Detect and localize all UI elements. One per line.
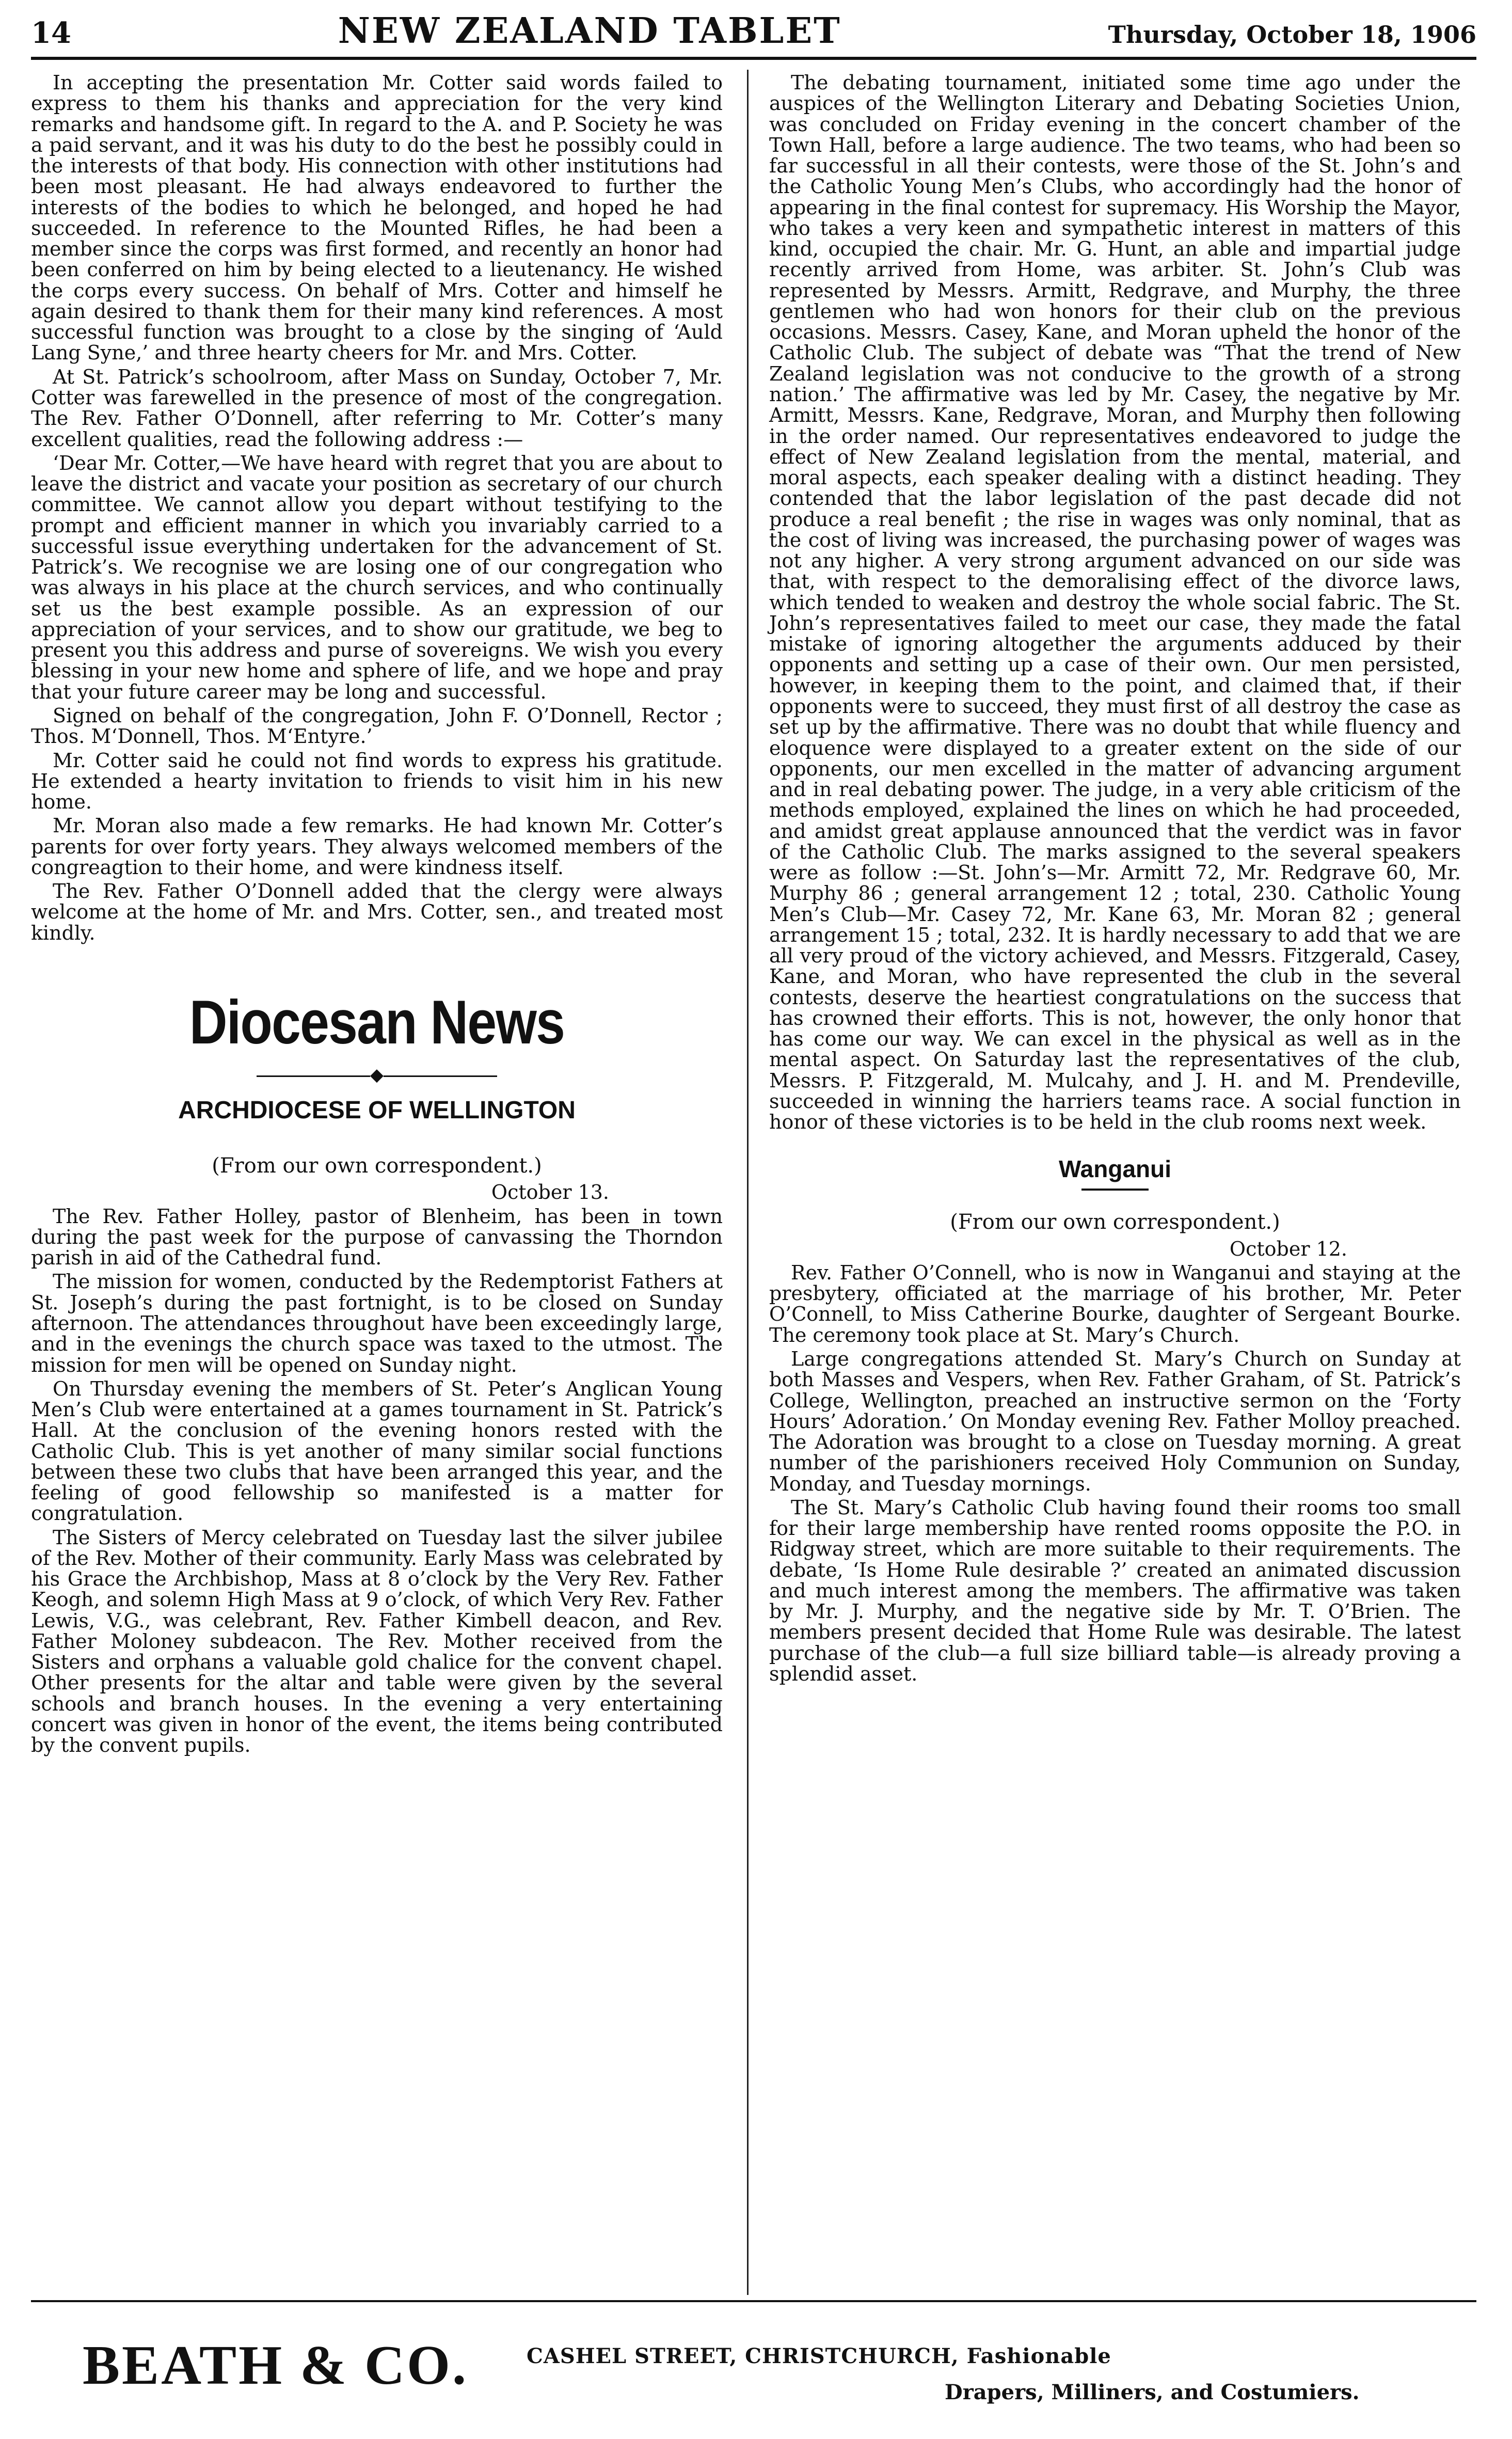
article-paragraph: In accepting the presentation Mr. Cotter said words failed to express to them his thanks and appreciation for the very kind remarks and handsome gift. In regard to the A. and P. Society he was a paid servant, and it was his duty to do the best he possibly could in the interests of that body. His connection with other institutions had been most pleasant. He had always endeavored to further the interests of the bodies to which he belonged, and hoped he had succeeded. In reference to the Mounted Rifles, he had been a member since the corps was first formed, and recently an honor had been conferred on him by being elected to a lieutenancy. He wished the corps every success. On behalf of Mrs. Cotter and himself he again desired to thank them for their many kind references. A most successful function was brought to a close by the singing of ‘Auld Lang Syne,’ and three hearty cheers for Mr. and Mrs. Cotter. <box>31 71 723 365</box>
news-paragraph: The mission for women, conducted by the Redemptorist Fathers at St. Joseph’s during the past fortnight, is to be closed on Sunday afternoon. The attendances throughout have been exceedingly large, and in the evenings the church space was taxed to the utmost. The mission for men will be opened on Sunday night. <box>31 1270 723 1376</box>
footer-rule <box>31 2300 1476 2302</box>
column-divider <box>747 70 749 2295</box>
page-header <box>31 10 1476 60</box>
advertiser-trades: Drapers, Milliners, and Costumiers. <box>945 2380 1360 2404</box>
right-column <box>769 72 1461 2287</box>
issue-date: Thursday, October 18, 1906 <box>1108 21 1476 49</box>
article-paragraph: ‘Dear Mr. Cotter,—We have heard with regret that you are about to leave the district and vacate your position as secretary of our church committee. We cannot allow you depart without testifying to the prompt and efficient manner in which you invariably carried to a successful issue everything undertaken for the advancement of St. Patrick’s. We recognise we are losing one of our congregation who was always in his place at the church services, and who continually set us the best example possible. As an expression of our appreciation of your services, and to show our gratitude, we beg to present you this address and purse of sovereigns. We wish you every blessing in your new home and sphere of life, and we hope and pray that your future career may be long and successful. <box>31 451 723 703</box>
page-number: 14 <box>31 16 71 50</box>
article-paragraph: Signed on behalf of the congregation, John F. O’Donnell, Rector ; Thos. M‘Donnell, Thos. M‘Entyre.’ <box>31 704 723 748</box>
news-paragraph: On Thursday evening the members of St. Peter’s Anglican Young Men’s Club were entertained at a games tournament in St. Patrick’s Hall. At the conclusion of the evening honors rested with the Catholic Club. This is yet another of many similar social functions between these two clubs that have been arranged this year, and the feeling of good fellowship so manifested is a matter for congratulation. <box>31 1377 723 1525</box>
dateline: October 13. <box>491 1181 609 1204</box>
article-paragraph: The Rev. Father O’Donnell added that the clergy were always welcome at the home of Mr. and Mrs. Cotter, sen., and treated most kindly. <box>31 880 723 944</box>
dateline: October 12. <box>1229 1237 1347 1260</box>
advertiser-name: BEATH & CO. <box>83 2335 469 2396</box>
article-paragraph: The debating tournament, initiated some time ago under the auspices of the Wellington Literary and Debating Societies Union, was concluded on Friday evening in the concert chamber of the Town Hall, before a large audience. The two teams, who had been so far successful in all their contests, were those of the St. John’s and the Catholic Young Men’s Clubs, who accordingly had the honor of appearing in the final contest for supremacy. His Worship the Mayor, who takes a very keen and sympathetic interest in matters of this kind, occupied the chair. Mr. G. Hunt, an able and impartial judge recently arrived from Home, was arbiter. St. John’s Club was represented by Messrs. Armitt, Redgrave, and Murphy, the three gentlemen who had won honors for their club on the previous occasions. Messrs. Casey, Kane, and Moran upheld the honor of the Catholic Club. The subject of debate was “That the trend of New Zealand legislation was not conducive to the growth of a strong nation.’ The affirmative was led by Mr. Casey, the negative by Mr. Armitt, Messrs. Kane, Redgrave, Moran, and Murphy then following in the order named. Our representatives endeavored to judge the effect of New Zealand legislation from the mental, material, and moral aspects, each speaker dealing with a distinct heading. They contended that the labor legislation of the past decade did not produce a real benefit ; the rise in wages was only nominal, that as the cost of living was increased, the purchasing power of wages was not any higher. A very strong argument advanced on our side was that, with respect to the demoralising effect of the divorce laws, which tended to weaken and destroy the whole social fabric. The St. John’s representatives failed to meet our case, they made the fatal mistake of ignoring altogether the arguments adduced by their opponents and setting up a case of their own. Our men persisted, however, in keeping them to the point, and claimed that, if their opponents were to succeed, they must first of all destroy the case as set up by the affirmative. There was no doubt that while fluency and eloquence were displayed to a greater extent on the side of our opponents, our men excelled in the matter of advancing argument and in real debating power. The judge, in a very able criticism of the methods employed, explained the lines on which he had proceeded, and amidst great applause announced that the verdict was in favor of the Catholic Club. The marks assigned to the several speakers were as follow :—St. John’s—Mr. Armitt 72, Mr. Redgrave 60, Mr. Murphy 86 ; general arrangement 12 ; total, 230. Catholic Young Men’s Club—Mr. Casey 72, Mr. Kane 63, Mr. Moran 82 ; general arrangement 15 ; total, 232. It is hardly necessary to add that we are all very proud of the victory achieved, and Messrs. Fitzgerald, Casey, Kane, and Moran, who have represented the club in the several contests, deserve the heartiest congratulations on the success that has crowned their efforts. This is not, however, the only honor that has come our way. We can excel in the physical as well as in the mental aspect. On Saturday last the representatives of the club, Messrs. P. Fitzgerald, M. Mulcahy, and J. H. and M. Prendeville, succeeded in winning the harriers teams race. A social function in honor of these victories is to be held in the club rooms next week. <box>769 71 1461 1134</box>
article-paragraph: Mr. Cotter said he could not find words to express his gratitude. He extended a hearty invitation to friends to visit him in his new home. <box>31 749 723 814</box>
news-paragraph: The St. Mary’s Catholic Club having found their rooms too small for their large membership have rented rooms opposite the P.O. in Ridgway street, which are more suitable to their requirements. The debate, ‘Is Home Rule desirable ?’ created an animated discussion and much interest among the members. The affirmative was taken by Mr. J. Murphy, and the negative side by Mr. T. O’Brien. The members present decided that Home Rule was desirable. The latest purchase of the club—a full size billiard table—is already proving a splendid asset. <box>769 1496 1461 1685</box>
section-title-diocesan-news: Diocesan News <box>189 987 565 1057</box>
ornament-divider: ◆ <box>31 1066 723 1084</box>
correspondent-line: (From our own correspondent.) <box>950 1210 1280 1234</box>
section-title-wanganui: Wanganui <box>1058 1155 1172 1182</box>
news-paragraph: Large congregations attended St. Mary’s Church on Sunday at both Masses and Vespers, when Rev. Father Graham, of St. Patrick’s College, Wellington, preached an instructive sermon on the ‘Forty Hours’ Adoration.’ On Monday evening Rev. Father Molloy preached. The Adoration was brought to a close on Tuesday morning. A great number of the parishioners received Holy Communion on Sunday, Monday, and Tuesday mornings. <box>769 1348 1461 1495</box>
article-paragraph: At St. Patrick’s schoolroom, after Mass on Sunday, October 7, Mr. Cotter was farewelled in the presence of most of the congregation. The Rev. Father O’Donnell, after referring to Mr. Cotter’s many excellent qualities, read the following address :— <box>31 365 723 451</box>
advertisement <box>31 2323 1476 2421</box>
left-column <box>31 72 723 2287</box>
masthead-title: NEW ZEALAND TABLET <box>338 10 841 52</box>
advertiser-address: CASHEL STREET, CHRISTCHURCH, Fashionable <box>527 2344 1111 2368</box>
subsection-title: ARCHDIOCESE OF WELLINGTON <box>178 1097 576 1125</box>
correspondent-line: (From our own correspondent.) <box>212 1153 542 1178</box>
heading-rule <box>1081 1189 1149 1191</box>
news-paragraph: The Rev. Father Holley, pastor of Blenheim, has been in town during the past week for the purpose of canvassing the Thorndon parish in aid of the Cathedral fund. <box>31 1205 723 1270</box>
article-paragraph: Mr. Moran also made a few remarks. He had known Mr. Cotter’s parents for over forty years. They always welcomed members of the congreagtion to their home, and were kindness itself. <box>31 814 723 879</box>
news-paragraph: Rev. Father O’Connell, who is now in Wanganui and staying at the presbytery, officiated at the marriage of his brother, Mr. Peter O’Connell, to Miss Catherine Bourke, daughter of Sergeant Bourke. The ceremony took place at St. Mary’s Church. <box>769 1261 1461 1347</box>
news-paragraph: The Sisters of Mercy celebrated on Tuesday last the silver jubilee of the Rev. Mother of their community. Early Mass was celebrated by his Grace the Archbishop, Mass at 8 o’clock by the Very Rev. Father Keogh, and solemn High Mass at 9 o’clock, of which Very Rev. Father Lewis, V.G., was celebrant, Rev. Father Kimbell deacon, and Rev. Father Moloney subdeacon. The Rev. Mother received from the Sisters and orphans a valuable gold chalice for the convent chapel. Other presents for the altar and table were given by the several schools and branch houses. In the evening a very entertaining concert was given in honor of the event, the items being contributed by the convent pupils. <box>31 1526 723 1757</box>
